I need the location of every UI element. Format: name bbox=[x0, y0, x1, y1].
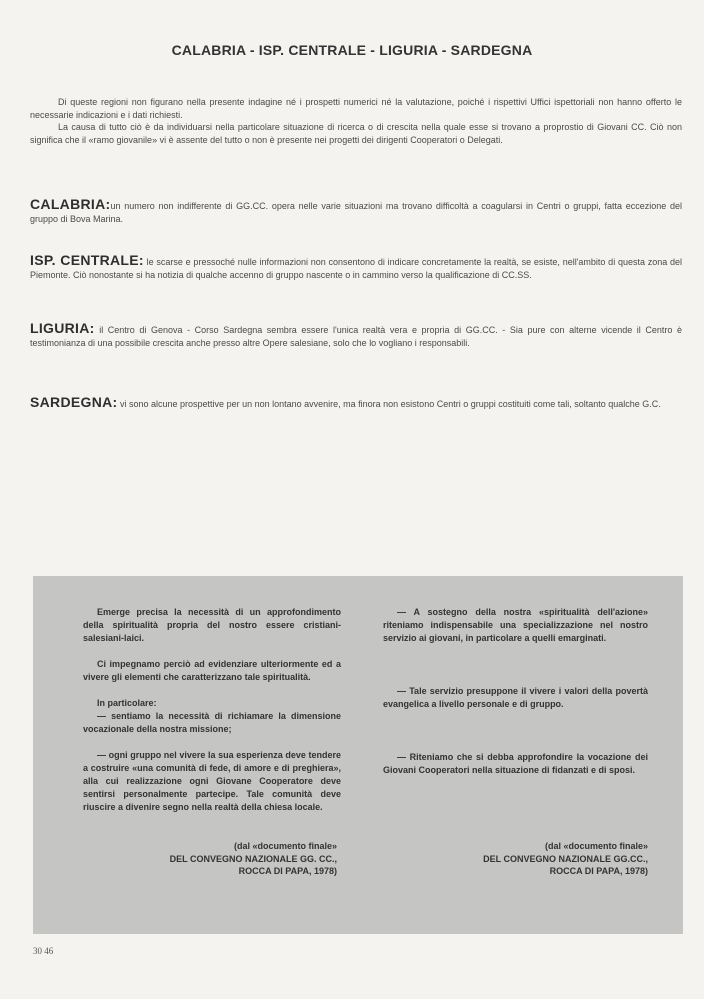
citation-line: (dal «documento finale» bbox=[544, 841, 648, 851]
quote-box bbox=[33, 576, 683, 934]
region-sardegna bbox=[30, 396, 682, 411]
region-heading: CALABRIA: bbox=[30, 196, 111, 212]
quote-paragraph: Ci impegnamo perciò ad evidenziare ulteriormente ed a vivere gli elementi che caratterizzano tale spiritualità. bbox=[83, 659, 341, 682]
intro-paragraph: La causa di tutto ciò è da individuarsi nella particolare situazione di ricerca o di crescita nella quale esse si trovano a proprostio di Giovani CC. Ciò non significa che il «ramo giovanile» vi è assente del tutto o non è presente nei progetti dei dirigenti Cooperatori o Delegati. bbox=[30, 122, 682, 145]
quote-paragraph: — A sostegno della nostra «spiritualità dell'azione» riteniamo indispensabile una specializzazione nel nostro servizio ai giovani, in particolare a quelli emarginati. bbox=[383, 607, 648, 643]
quote-paragraph: — Riteniamo che si debba approfondire la vocazione dei Giovani Cooperatori nella situazione di fidanzati e di sposi. bbox=[383, 752, 648, 775]
citation-line: (dal «documento finale» bbox=[233, 841, 337, 851]
region-heading: LIGURIA: bbox=[30, 320, 95, 336]
intro-section bbox=[30, 96, 682, 146]
region-isp-centrale bbox=[30, 254, 682, 281]
source-citation-right bbox=[383, 840, 648, 878]
intro-paragraph: Di queste regioni non figurano nella presente indagine né i prospetti numerici né la valutazione, poiché i rispettivi Uffici ispettoriali non hanno offerto le necessarie indicazioni e i dati richiesti. bbox=[30, 97, 682, 120]
region-text: vi sono alcune prospettive per un non lontano avvenire, ma finora non esistono Centri o gruppi costituiti come tali, soltanto qualche G.C. bbox=[120, 399, 661, 409]
region-liguria bbox=[30, 322, 682, 349]
region-calabria bbox=[30, 198, 682, 225]
page-number: 30 46 bbox=[33, 946, 54, 956]
citation-line: DEL CONVEGNO NAZIONALE GG.CC., bbox=[483, 853, 648, 864]
quote-paragraph: — ogni gruppo nel vivere la sua esperienza deve tendere a costruire «una comunità di fede, di amore e di preghiera», alla cui realizzazione ogni Giovane Cooperatore deve sentirsi personalmente partecipe. Tale comunità deve riuscire a divenire segno nella realtà della chiesa locale. bbox=[83, 750, 341, 812]
region-text: il Centro di Genova - Corso Sardegna sembra essere l'unica realtà vera e propria di GG.CC. - Sia pure con alterne vicende il Centro è testimonianza di una possibile crescita anche presso altre Opere salesiane, solo che lo vogliano i responsabili. bbox=[30, 325, 682, 348]
quote-paragraph: Emerge precisa la necessità di un approfondimento della spiritualità propria del nostro essere cristiani-salesiani-laici. bbox=[83, 607, 341, 643]
quote-column-left bbox=[83, 606, 341, 827]
quote-paragraph: — sentiamo la necessità di richiamare la dimensione vocazionale della nostra missione; bbox=[83, 711, 341, 734]
citation-line: ROCCA DI PAPA, 1978) bbox=[238, 866, 337, 876]
citation-line: DEL CONVEGNO NAZIONALE GG. CC., bbox=[169, 853, 337, 864]
region-text: un numero non indifferente di GG.CC. opera nelle varie situazioni ma trovano difficoltà a coagularsi in Centri o gruppi, fatta eccezione del gruppo di Bova Marina. bbox=[30, 201, 682, 224]
quote-paragraph: — Tale servizio presuppone il vivere i valori della povertà evangelica a livello personale e di gruppo. bbox=[383, 686, 648, 709]
page-title: CALABRIA - ISP. CENTRALE - LIGURIA - SARDEGNA bbox=[171, 42, 533, 58]
citation-line: ROCCA DI PAPA, 1978) bbox=[549, 866, 648, 876]
quote-paragraph: In particolare: bbox=[97, 698, 157, 708]
source-citation-left bbox=[83, 840, 337, 878]
region-heading: SARDEGNA: bbox=[30, 394, 118, 410]
quote-column-right bbox=[383, 606, 648, 790]
region-heading: ISP. CENTRALE: bbox=[30, 252, 144, 268]
region-text: le scarse e pressoché nulle informazioni non consentono di indicare concretamente la realtà, se esiste, nell'ambito di questa zona del Piemonte. Ciò nonostante si ha notizia di qualche accenno di gruppo nascente o in cammino verso la qualificazione di CC.SS. bbox=[30, 257, 683, 280]
